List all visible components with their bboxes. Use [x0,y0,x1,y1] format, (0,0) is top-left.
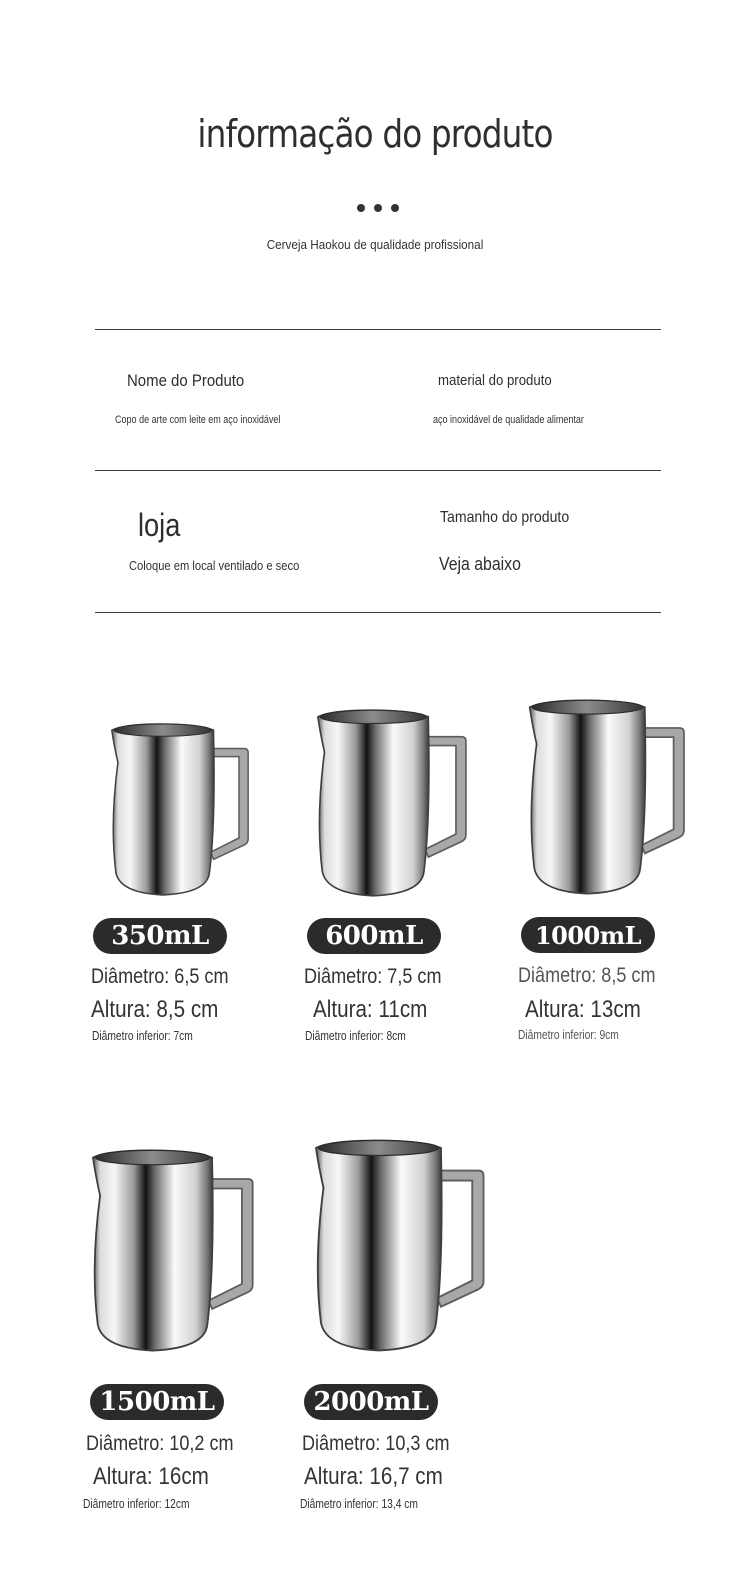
capacity-badge: 600mL [307,918,441,954]
product-name-label: Nome do Produto [127,371,245,390]
stainless-steel-milk-pitcher-icon [96,722,266,897]
stainless-steel-milk-pitcher-icon [510,698,706,896]
product-size-value: Veja abaixo [439,554,521,574]
three-dots-icon [357,204,399,212]
diameter-text: Diâmetro: 10,2 cm [86,1432,234,1455]
height-text: Altura: 16,7 cm [304,1463,443,1490]
diameter-text: Diâmetro: 8,5 cm [518,964,656,987]
page-title: informação do produto [197,112,553,156]
diameter-text: Diâmetro: 6,5 cm [91,965,229,988]
stainless-steel-milk-pitcher-icon [74,1148,274,1353]
capacity-badge: 1000mL [521,917,655,953]
product-material-value: aço inoxidável de qualidade alimentar [433,414,584,426]
divider [95,329,661,330]
capacity-badge: 350mL [93,918,227,954]
height-text: Altura: 16cm [93,1463,209,1490]
stainless-steel-milk-pitcher-icon [296,1138,506,1353]
page-subtitle: Cerveja Haokou de qualidade profissional [266,237,484,252]
height-text: Altura: 13cm [525,996,641,1023]
height-text: Altura: 8,5 cm [91,996,219,1023]
stainless-steel-milk-pitcher-icon [300,708,486,898]
bottom-diameter-text: Diâmetro inferior: 9cm [518,1028,619,1042]
divider [95,470,661,471]
diameter-text: Diâmetro: 7,5 cm [304,965,442,988]
product-size-label: Tamanho do produto [440,509,570,526]
store-label: loja [138,507,181,543]
bottom-diameter-text: Diâmetro inferior: 12cm [83,1497,190,1511]
bottom-diameter-text: Diâmetro inferior: 13,4 cm [300,1497,418,1511]
height-text: Altura: 11cm [313,996,428,1023]
bottom-diameter-text: Diâmetro inferior: 8cm [305,1029,406,1043]
capacity-badge: 2000mL [304,1384,438,1420]
product-material-label: material do produto [438,372,552,389]
divider [95,612,661,613]
diameter-text: Diâmetro: 10,3 cm [302,1432,450,1455]
bottom-diameter-text: Diâmetro inferior: 7cm [92,1029,193,1043]
product-name-value: Copo de arte com leite em aço inoxidável [115,414,281,426]
capacity-badge: 1500mL [90,1384,224,1420]
store-value: Coloque em local ventilado e seco [129,558,300,573]
